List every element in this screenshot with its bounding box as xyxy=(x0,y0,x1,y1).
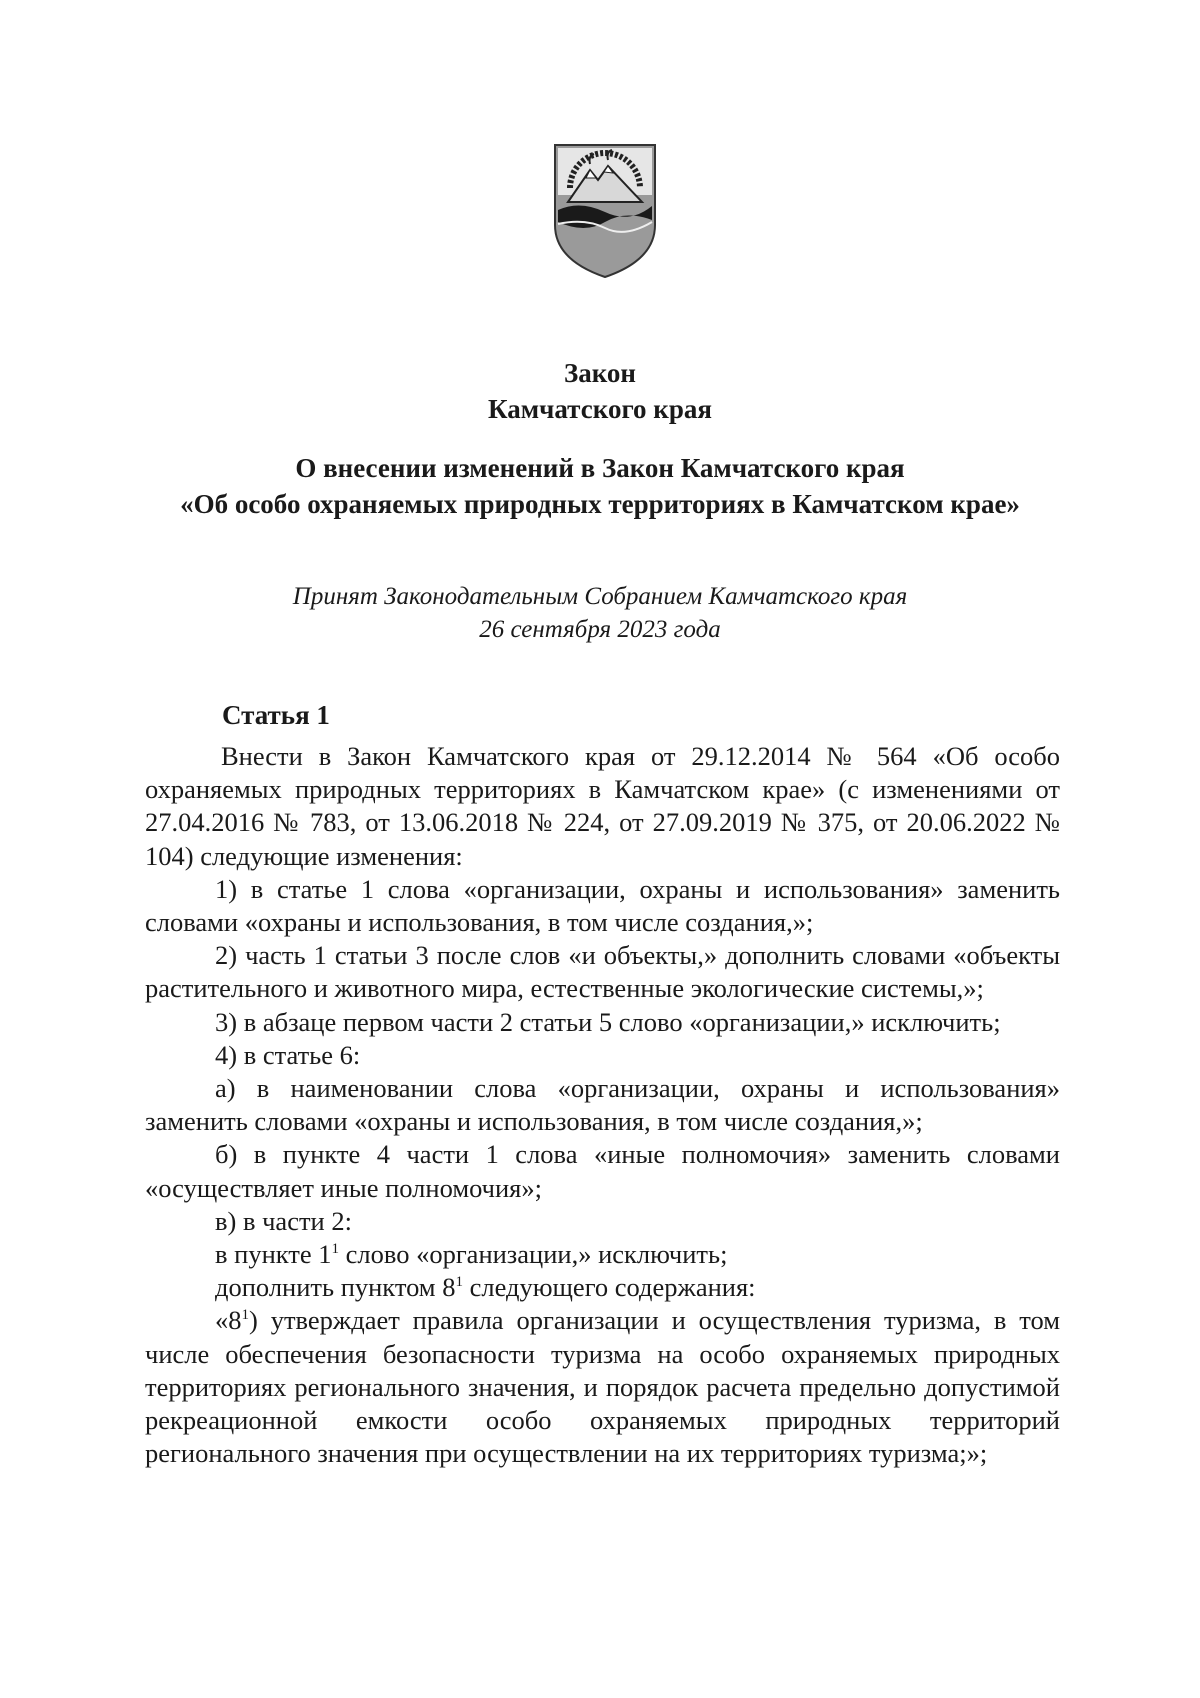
law-subject-line2: «Об особо охраняемых природных территориях в Камчатском крае» xyxy=(180,489,1020,519)
amendment-item-1: 1) в статье 1 слова «организации, охраны и использования» заменить словами «охраны и использования, в том числе создания,»; xyxy=(145,873,1060,938)
law-title-line1: Закон xyxy=(563,358,636,388)
superscript: 1 xyxy=(455,1274,463,1291)
text-fragment: следующего содержания: xyxy=(462,1272,756,1303)
article-body xyxy=(145,740,1060,1470)
amendment-item-4: 4) в статье 6: xyxy=(215,1039,361,1070)
amendment-item-4a: а) в наименовании слова «организации, охраны и использования» заменить словами «охраны и использования, в том числе создания,»; xyxy=(145,1073,1060,1137)
amendment-item-3: 3) в абзаце первом части 2 статьи 5 слово «организации,» исключить; xyxy=(215,1006,1001,1037)
text-fragment: дополнить пунктом 8 xyxy=(215,1272,456,1303)
adoption-line1: Принят Законодательным Собранием Камчатского края xyxy=(292,583,908,610)
text-fragment: «8 xyxy=(215,1305,242,1336)
text-fragment: в пункте 1 xyxy=(215,1239,332,1270)
law-title-line2: Камчатского края xyxy=(488,394,712,424)
adoption-note xyxy=(0,580,1200,646)
new-point-quote xyxy=(145,1304,1060,1470)
article-heading: Статья 1 xyxy=(222,700,330,730)
amendment-item-4c-2 xyxy=(145,1271,1060,1304)
superscript: 1 xyxy=(241,1307,249,1324)
amendment-item-4c: в) в части 2: xyxy=(215,1205,352,1236)
amendment-item-2: 2) часть 1 статьи 3 после слов «и объекты,» дополнить словами «объекты растительного и животного мира, естественные экологические системы,»; xyxy=(145,940,1060,1004)
law-title xyxy=(0,355,1200,427)
law-subject-line1: О внесении изменений в Закон Камчатского края xyxy=(295,453,905,483)
superscript: 1 xyxy=(331,1241,339,1258)
article-intro: Внести в Закон Камчатского края от 29.12.2014 № 564 «Об особо охраняемых природных территориях в Камчатском крае» (с изменениями от 27.04.2016 № 783, от 13.06.2018 № 224, от 27.09.2019 № 375, от 20.06.2022 № 104) следующие изменения: xyxy=(145,741,1060,871)
text-fragment: слово «организации,» исключить; xyxy=(339,1239,728,1270)
text-fragment: ) утверждает правила организации и осуществления туризма, в том числе обеспечения безопасности туризма на особо охраняемых природных территориях регионального значения, и порядок расчета предельно допустимой рекреационной емкости особо охраняемых природных территорий регионального значения при осуществлении на их территориях туризма;»; xyxy=(145,1305,1060,1469)
amendment-item-4c-1 xyxy=(145,1238,1060,1271)
law-subject xyxy=(0,450,1200,522)
amendment-item-4b: б) в пункте 4 части 1 слова «иные полномочия» заменить словами «осуществляет иные полномочия»; xyxy=(145,1139,1060,1203)
kamchatka-coat-of-arms-icon xyxy=(550,140,660,280)
adoption-date: 26 сентября 2023 года xyxy=(479,616,721,643)
